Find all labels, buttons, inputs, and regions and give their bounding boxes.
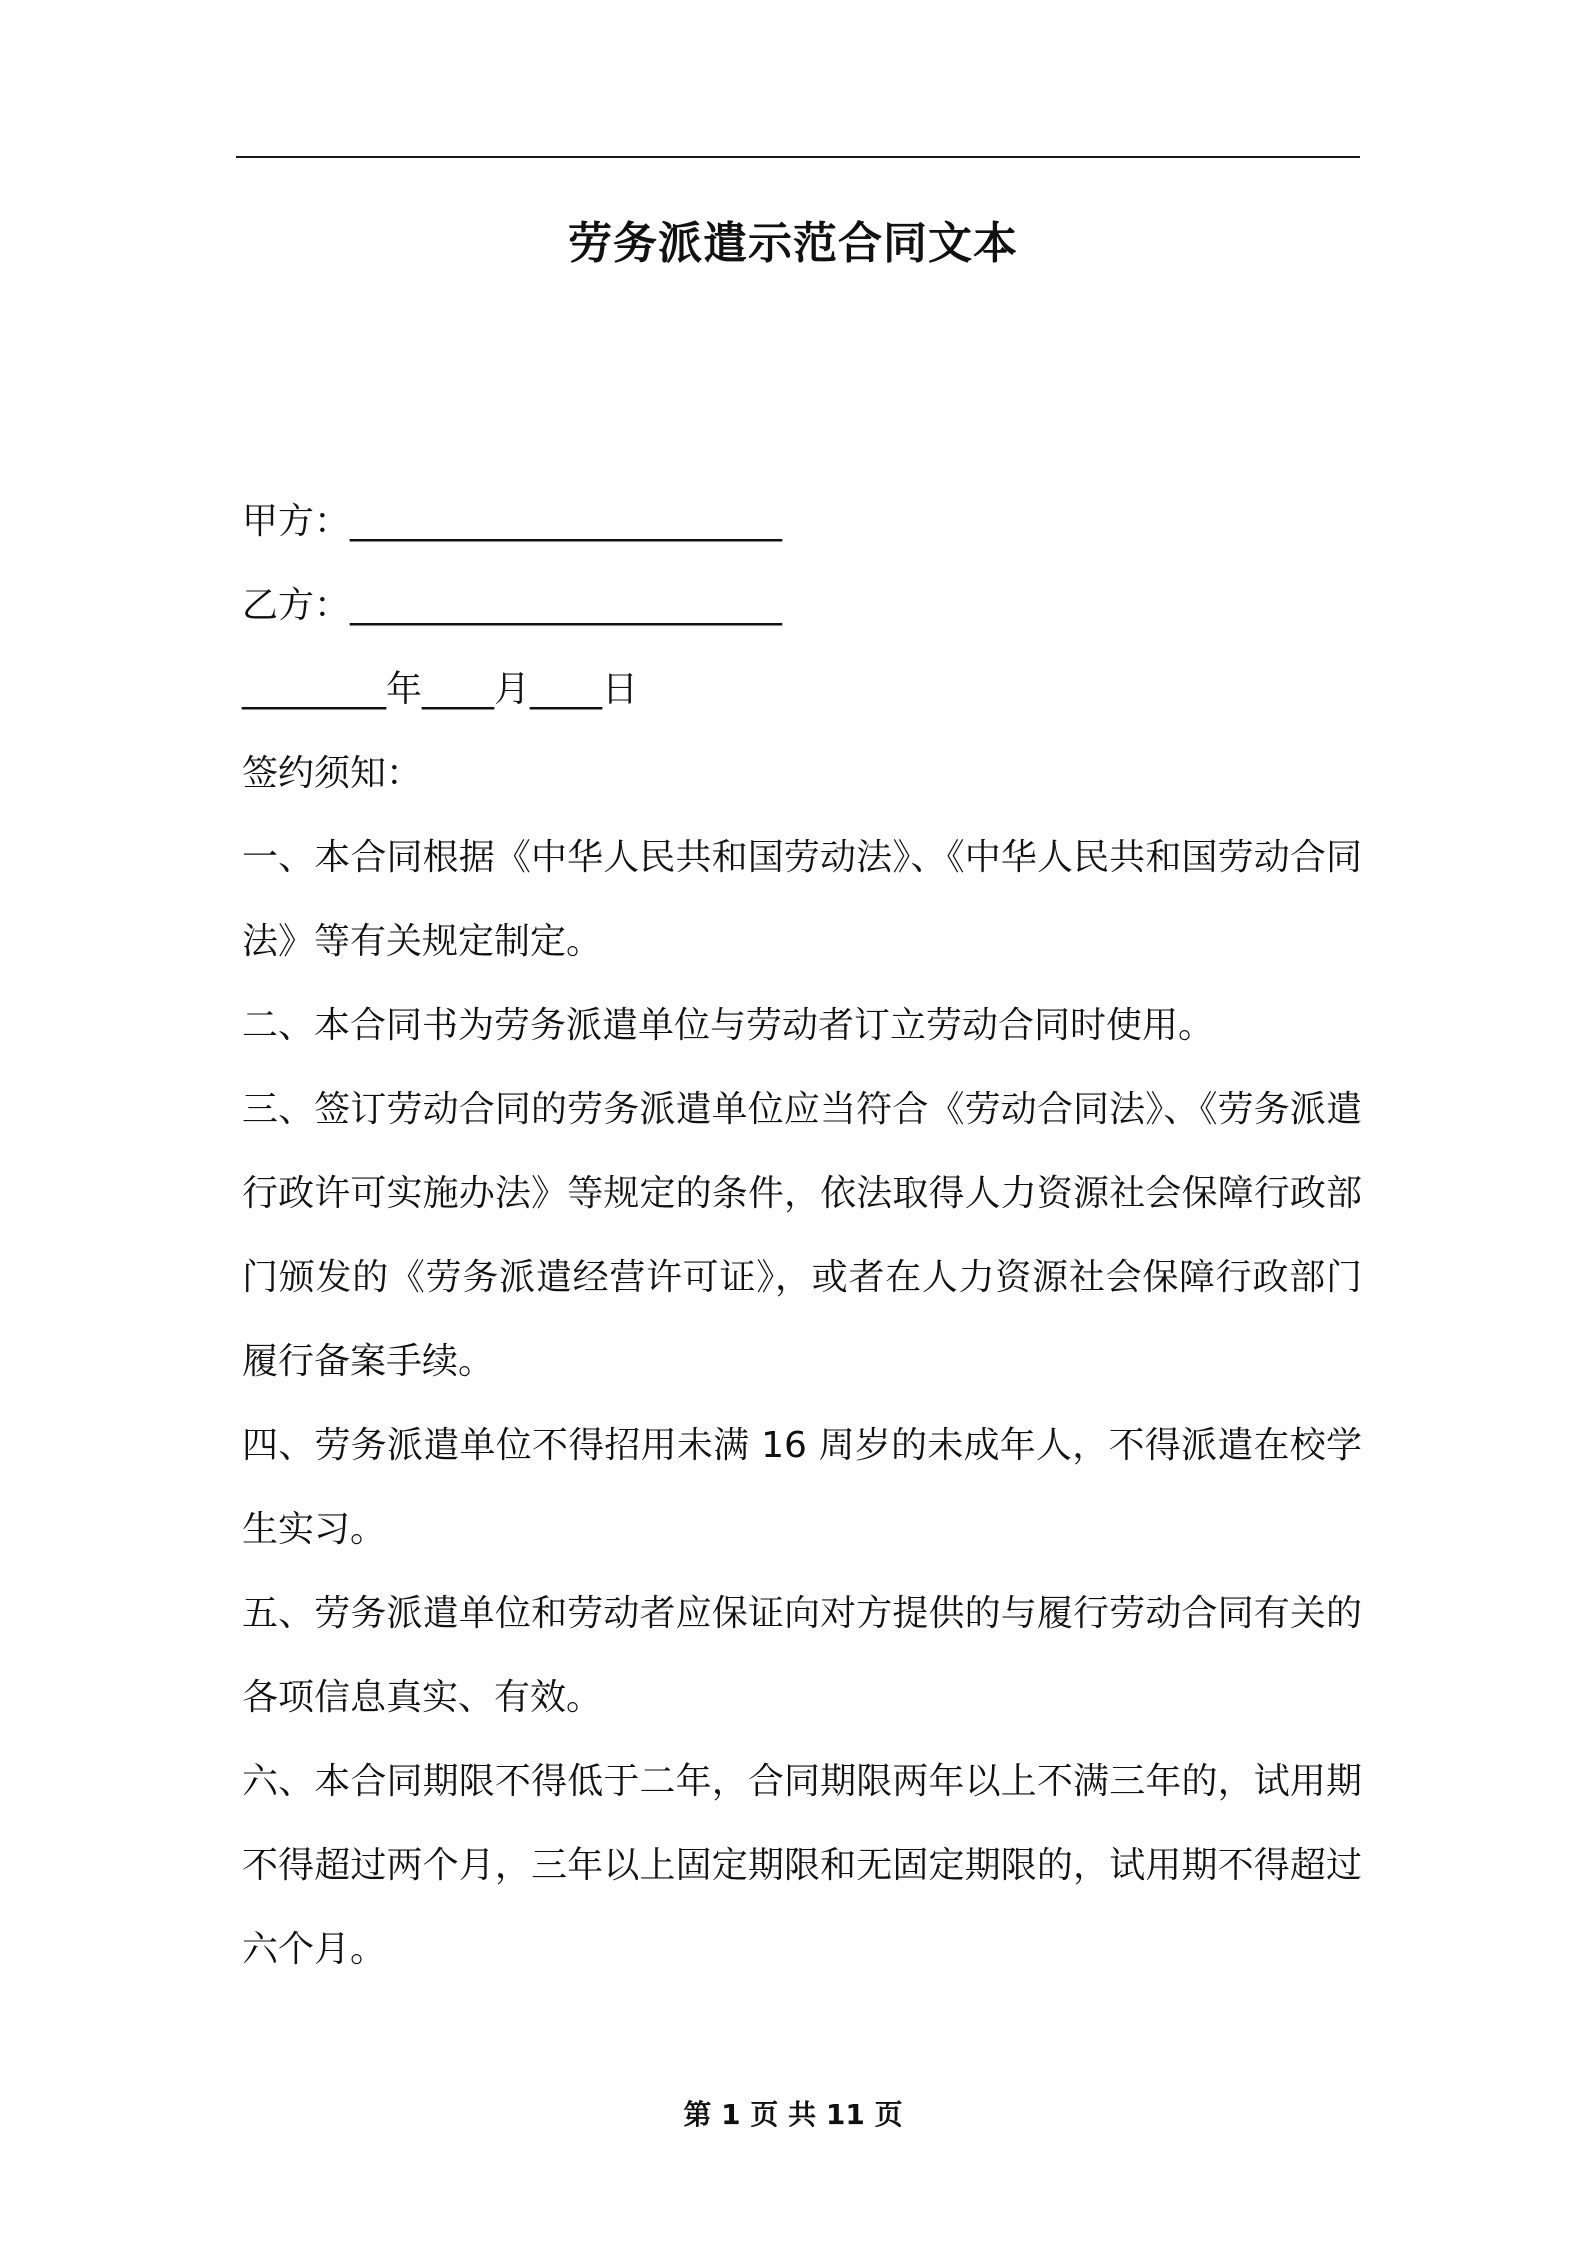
clause-list [242, 816, 1362, 1992]
clause-2: 二、本合同书为劳务派遣单位与劳动者订立劳动合同时使用。 [242, 1005, 1215, 1046]
party-b-field: 乙方：________________________ [242, 585, 783, 626]
header-rule [236, 156, 1360, 158]
party-a-field: 甲方：________________________ [242, 501, 783, 542]
clause-4: 四、劳务派遣单位不得招用未满 16 周岁的未成年人，不得派遣在校学生实习。 [242, 1425, 1362, 1550]
clause-1: 一、本合同根据《中华人民共和国劳动法》、《中华人民共和国劳动合同法》等有关规定制定。 [242, 837, 1362, 962]
clause-3: 三、签订劳动合同的劳务派遣单位应当符合《劳动合同法》、《劳务派遣行政许可实施办法》等规定的条件，依法取得人力资源社会保障行政部门颁发的《劳务派遣经营许可证》，或者在人力资源社会保障行政部门履行备案手续。 [242, 1089, 1362, 1382]
page-number: 第 1 页 共 11 页 [683, 2098, 903, 2131]
notice-heading: 签约须知： [242, 753, 423, 794]
clause-6: 六、本合同期限不得低于二年，合同期限两年以上不满三年的，试用期不得超过两个月，三年以上固定期限和无固定期限的，试用期不得超过六个月。 [242, 1761, 1362, 1970]
clause-5: 五、劳务派遣单位和劳动者应保证向对方提供的与履行劳动合同有关的各项信息真实、有效。 [242, 1593, 1362, 1718]
document-title: 劳务派遣示范合同文本 [568, 218, 1018, 269]
date-field: ________年____月____日 [242, 669, 638, 710]
